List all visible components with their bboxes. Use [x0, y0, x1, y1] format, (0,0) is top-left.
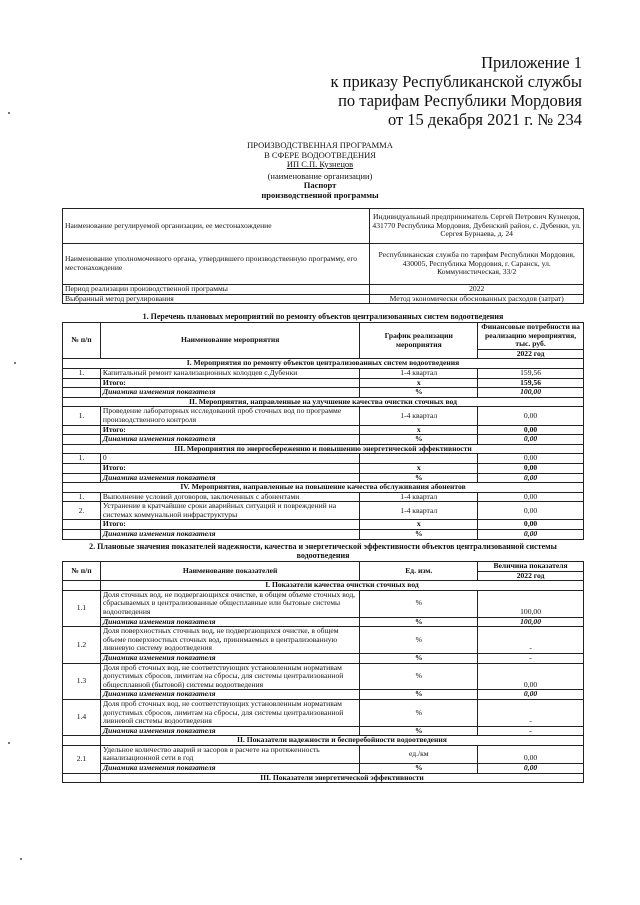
appendix-line-3: по тарифам Республики Мордовия [338, 91, 582, 110]
col-name-header: Наименование показателей [100, 562, 359, 581]
table-row [63, 454, 584, 464]
dynamics-label: Динамика изменения показателя [100, 388, 359, 398]
passport-value: Метод экономически обоснованных расходов (затрат) [370, 294, 584, 304]
passport-label: Наименование регулируемой организации, ее местонахождение [63, 209, 370, 244]
total-value: 0,00 [478, 520, 584, 530]
empty-cell [63, 581, 101, 591]
group-title: III. Показатели энергетической эффективности [100, 773, 583, 783]
table-row [63, 368, 584, 378]
table-row [63, 663, 584, 690]
indicator-value: - [478, 699, 584, 726]
scan-speck [8, 112, 10, 114]
total-value: 0,00 [478, 425, 584, 435]
section2-body [63, 581, 584, 783]
measure-name: Выполнение условий договоров, заключенных с абонентами [100, 492, 359, 502]
measure-schedule: 1-4 квартал [360, 407, 478, 425]
scan-speck [14, 362, 16, 364]
row-number: 2. [63, 502, 101, 520]
total-label: Итого: [100, 378, 359, 388]
measure-value: 0,00 [478, 407, 584, 425]
dynamics-unit: % [360, 764, 478, 774]
indicator-name: Доля проб сточных вод, не соответствующих установленным нормативам допустимых сбросов, лимитам на сбросы, для системы централизованной ливневой системы водоотведения [100, 699, 359, 726]
dynamics-label: Динамика изменения показателя [100, 690, 359, 700]
passport-table [62, 208, 584, 304]
measure-name: Капитальный ремонт канализационных колодцев с.Дубенки [100, 368, 359, 378]
measure-name: 0 [100, 454, 359, 464]
section1-body [63, 359, 584, 539]
dynamics-label: Динамика изменения показателя [100, 473, 359, 483]
table-row [63, 244, 584, 285]
group-title: II. Показатели надежности и бесперебойности водоотведения [100, 736, 583, 746]
dynamics-value: 0,00 [478, 473, 584, 483]
table-row [63, 590, 584, 617]
table-row [63, 407, 584, 425]
org-name: ИП С.П. Кузнецов [286, 159, 354, 169]
table-header-row [63, 562, 584, 572]
dynamics-value: - [478, 726, 584, 736]
dynamics-unit: % [360, 617, 478, 627]
total-mark: х [360, 378, 478, 388]
table-header-row [63, 323, 584, 350]
indicator-unit: % [360, 663, 478, 690]
empty-cell [63, 435, 101, 445]
group-header-row [63, 483, 584, 493]
dynamics-row [63, 690, 584, 700]
dynamics-unit: % [360, 690, 478, 700]
table-row [63, 209, 584, 244]
col-schedule-header: График реализации мероприятия [360, 323, 478, 359]
dynamics-value: 0,00 [478, 530, 584, 540]
total-mark: х [360, 520, 478, 530]
indicator-value: 0,00 [478, 745, 584, 763]
measure-schedule: 1-4 квартал [360, 502, 478, 520]
group-title: III. Мероприятия по энергосбережению и повышению энергетической эффективности [63, 444, 584, 454]
row-number: 1. [63, 368, 101, 378]
indicator-value: - [478, 627, 584, 654]
dynamics-unit: % [360, 726, 478, 736]
dynamics-label: Динамика изменения показателя [100, 617, 359, 627]
total-value: 0,00 [478, 463, 584, 473]
dynamics-unit: % [360, 653, 478, 663]
measure-schedule: 1-4 квартал [360, 492, 478, 502]
table-row [63, 627, 584, 654]
passport-value: Индивидуальный предприниматель Сергей Петрович Кузнецов, 431770 Республика Мордовия, Дубенский район, с. Дубенки, ул. Сергея Бурнаева, д. 24 [370, 209, 584, 244]
appendix-line-1: Приложение 1 [481, 53, 582, 72]
indicator-name: Удельное количество аварий и засоров в расчете на протяженность канализационной сети в год [100, 745, 359, 763]
group-header-row [63, 444, 584, 454]
dynamics-unit: % [360, 435, 478, 445]
indicator-name: Доля проб сточных вод, не соответствующих установленным нормативам допустимых сбросов, лимитам на сбросы, для системы централизованной общесплавной (бытовой) системы водоотведения [100, 663, 359, 690]
section2-title: 2. Плановые значения показателей надежности, качества и энергетической эффективности объектов централизованной системы водоотведения [89, 542, 557, 560]
dynamics-row [63, 530, 584, 540]
appendix-line-4: от 15 декабря 2021 г. № 234 [387, 110, 582, 129]
measure-value: 0,00 [478, 492, 584, 502]
total-row [63, 463, 584, 473]
measure-value: 0,00 [478, 454, 584, 464]
title-line-1: ПРОИЗВОДСТВЕННАЯ ПРОГРАММА [247, 140, 393, 150]
indicator-unit: % [360, 590, 478, 617]
passport-label: Наименование уполномоченного органа, утвердившего производственную программу, его местонахождение [63, 244, 370, 285]
dynamics-unit: % [360, 388, 478, 398]
passport-heading: Паспорт [303, 180, 337, 190]
total-label: Итого: [100, 425, 359, 435]
empty-cell [63, 520, 101, 530]
measure-value: 159,56 [478, 368, 584, 378]
row-number: 1. [63, 407, 101, 425]
indicator-unit: % [360, 627, 478, 654]
indicator-value: 100,00 [478, 590, 584, 617]
group-title: II. Мероприятия, направленные на улучшение качества очистки сточных вод [63, 397, 584, 407]
dynamics-value: 0,00 [478, 690, 584, 700]
table-row [63, 285, 584, 295]
empty-cell [63, 530, 101, 540]
dynamics-row [63, 388, 584, 398]
group-header-row [63, 736, 584, 746]
indicator-number: 1.3 [63, 663, 101, 699]
document-title [0, 141, 640, 200]
section1-title: 1. Перечень плановых мероприятий по ремонту объектов централизованных систем водоотведения [142, 312, 504, 321]
measure-value: 0,00 [478, 502, 584, 520]
table-row [63, 699, 584, 726]
group-title: I. Показатели качества очистки сточных вод [100, 581, 583, 591]
total-label: Итого: [100, 520, 359, 530]
passport-label: Выбранный метод регулирования [63, 294, 370, 304]
total-mark: х [360, 425, 478, 435]
passport-label: Период реализации производственной программы [63, 285, 370, 295]
passport-value: Республиканская служба по тарифам Республики Мордовия, 430005, Республика Мордовия, г. Саранск, ул. Коммунистическая, 33/2 [370, 244, 584, 285]
dynamics-label: Динамика изменения показателя [100, 764, 359, 774]
passport-value: 2022 [370, 285, 584, 295]
dynamics-label: Динамика изменения показателя [100, 653, 359, 663]
empty-cell [63, 378, 101, 388]
indicator-unit: ед./км [360, 745, 478, 763]
col-year-header: 2022 год [478, 571, 584, 581]
row-number: 1. [63, 492, 101, 502]
group-title: IV. Мероприятия, направленные на повышение качества обслуживания абонентов [63, 483, 584, 493]
dynamics-label: Динамика изменения показателя [100, 530, 359, 540]
col-year-header: 2022 год [478, 349, 584, 359]
section1-table [62, 322, 584, 540]
indicator-number: 1.4 [63, 699, 101, 735]
indicator-number: 2.1 [63, 745, 101, 773]
table-row [63, 294, 584, 304]
group-title: I. Мероприятия по ремонту объектов централизованных систем водоотведения [63, 359, 584, 369]
scan-speck [8, 742, 10, 744]
group-header-row [63, 773, 584, 783]
col-value-header: Величина показателя [478, 562, 584, 572]
title-line-2: В СФЕРЕ ВОДООТВЕДЕНИЯ [264, 149, 376, 160]
col-num-header: № п/п [63, 323, 101, 359]
measure-schedule [360, 454, 478, 464]
empty-cell [63, 425, 101, 435]
empty-cell [63, 463, 101, 473]
passport-subheading: производственной программы [261, 189, 379, 200]
dynamics-row [63, 653, 584, 663]
col-finance-header: Финансовые потребности на реализацию мероприятия, тыс. руб. [478, 323, 584, 350]
dynamics-value: - [478, 653, 584, 663]
measure-name: Проведение лабораторных исследований проб сточных вод по программе производственного контроля [100, 407, 359, 425]
col-unit-header: Ед. изм. [360, 562, 478, 581]
dynamics-unit: % [360, 473, 478, 483]
dynamics-value: 100,00 [478, 388, 584, 398]
scan-speck [20, 858, 22, 860]
total-mark: х [360, 463, 478, 473]
dynamics-unit: % [360, 530, 478, 540]
appendix-header [331, 53, 583, 129]
section2-table [62, 561, 584, 783]
dynamics-value: 100,00 [478, 617, 584, 627]
measure-schedule: 1-4 квартал [360, 368, 478, 378]
empty-cell [63, 388, 101, 398]
total-value: 159,56 [478, 378, 584, 388]
indicator-unit: % [360, 699, 478, 726]
appendix-line-2: к приказу Республиканской службы [330, 72, 582, 91]
measure-name: Устранение в кратчайшие сроки аварийных ситуаций и повреждений на системах коммунальной инфраструктуры [100, 502, 359, 520]
dynamics-label: Динамика изменения показателя [100, 435, 359, 445]
dynamics-row [63, 764, 584, 774]
col-num-header: № п/п [63, 562, 101, 581]
indicator-value: 0,00 [478, 663, 584, 690]
indicator-number: 1.2 [63, 627, 101, 663]
empty-cell [63, 473, 101, 483]
dynamics-value: 0,00 [478, 435, 584, 445]
total-label: Итого: [100, 463, 359, 473]
row-number: 1. [63, 454, 101, 464]
empty-cell [63, 773, 101, 783]
group-header-row [63, 581, 584, 591]
dynamics-value: 0,00 [478, 764, 584, 774]
dynamics-label: Динамика изменения показателя [100, 726, 359, 736]
col-name-header: Наименование мероприятия [100, 323, 359, 359]
table-row [63, 745, 584, 763]
empty-cell [63, 736, 101, 746]
indicator-number: 1.1 [63, 590, 101, 626]
table-row [63, 502, 584, 520]
indicator-name: Доля сточных вод, не подвергающихся очистке, в общем объеме сточных вод, сбрасываемых в централизованные общесплавные или бытовые системы водоотведения [100, 590, 359, 617]
org-caption: (наименование организации) [267, 170, 373, 181]
dynamics-row [63, 435, 584, 445]
indicator-name: Доля поверхностных сточных вод, не подвергающихся очистке, в общем объеме поверхностных сточных вод, принимаемых в централизованную ливневую систему водоотведения [100, 627, 359, 654]
